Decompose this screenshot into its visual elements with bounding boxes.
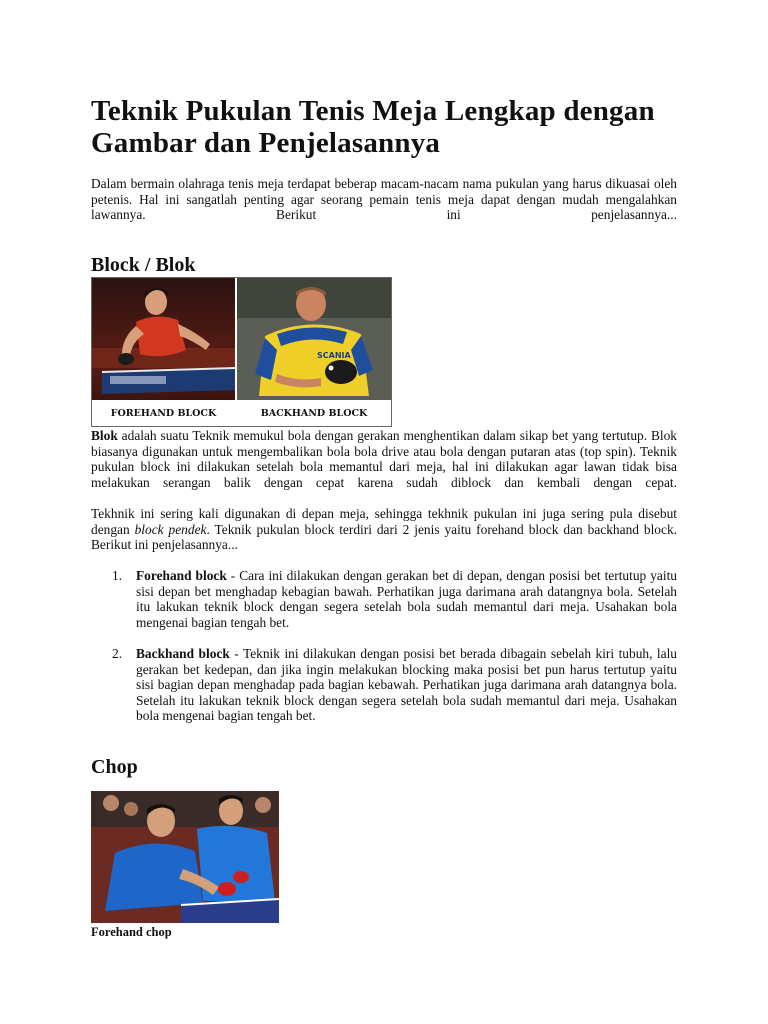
page-title: Teknik Pukulan Tenis Meja Lengkap dengan Gambar dan Penjelasannya (91, 95, 655, 159)
forehand-block-caption: FOREHAND BLOCK (92, 400, 235, 426)
list-item (91, 568, 677, 630)
list-item-text (136, 646, 677, 724)
section-heading-block: Block / Blok (91, 254, 196, 276)
block-usage-text-end: . Teknik pukulan block terdiri dari 2 jenis yaitu forehand block dan backhand block. Berikut ini penjelasannya... (91, 521, 677, 553)
term-blok: Blok (91, 428, 118, 443)
list-item-description: - Cara ini dilakukan dengan gerakan bet di depan, dengan posisi bet tertutup yaitu sisi depan bet menghadap kebagian bawah. Perhatikan juga darimana arah datangnya bola. Setelah itu lakukan teknik block dengan segera setelah bola sudah memantul dari meja. Usahakan bola mengenai bagian tengah bet. (136, 568, 677, 630)
block-usage-text-start: Tekhnik ini sering kali digunakan di depan meja, sehingga tekhnik pukulan ini juga sering pula disebut dengan (91, 506, 677, 537)
backhand-block-photo (237, 278, 391, 426)
block-definition-paragraph (91, 428, 677, 490)
section-heading-chop: Chop (91, 756, 138, 778)
list-item-text (136, 568, 677, 630)
chop-caption: Forehand chop (91, 925, 172, 939)
chop-photo (91, 791, 279, 923)
block-usage-paragraph (91, 506, 677, 553)
backhand-block-caption: BACKHAND BLOCK (237, 400, 391, 426)
term-block-pendek: block pendek (134, 521, 207, 537)
list-number: 1. (112, 568, 123, 583)
block-types-list-item-2 (91, 646, 677, 724)
shirt-sponsor-text: SCANIA (317, 351, 351, 360)
list-item-title: Forehand block (136, 568, 227, 583)
block-photo-figure (91, 277, 392, 427)
list-item (91, 646, 677, 724)
intro-paragraph: Dalam bermain olahraga tenis meja terdapat beberap macam-nacam nama pukulan yang harus dikuasai oleh petenis. Hal ini sangatlah penting agar seorang pemain tenis meja dapat dengan mudah mengalahkan lawannya. Berikut ini penjelasannya... (91, 176, 677, 223)
chop-illustration (91, 791, 279, 923)
forehand-block-photo (92, 278, 237, 426)
block-definition-text: adalah suatu Teknik memukul bola dengan gerakan menghentikan dalam sikap bet yang tertutup. Blok biasanya digunakan untuk mengembalikan bola bola drive atau bola dengan putaran atas (top spin). Teknik pukulan block ini dilakukan setelah bola memantul dari meja, hal ini dilakukan agar lawan tidak bisa melakukan serangan balik dengan cepat karena sudah diblock dan kembali dengan cepat. (91, 428, 677, 490)
list-item-title: Backhand block (136, 646, 230, 661)
block-types-list-item-1 (91, 568, 677, 630)
list-item-description: - Teknik ini dilakukan dengan posisi bet berada dibagain sebelah kiri tubuh, lalu gerakan bet kedepan, dan jika ingin melakukan blocking maka posisi bet pun harus tertutup yaitu sisi bagian depan menghadap pada bagian kebawah. Perhatikan juga darimana arah datangnya bola. Setelah itu lakukan teknik block dengan segera setelah bola sudah memantul dari meja. Usahakan bola mengenai bagian tengah bet. (136, 646, 677, 724)
list-number: 2. (112, 646, 123, 661)
